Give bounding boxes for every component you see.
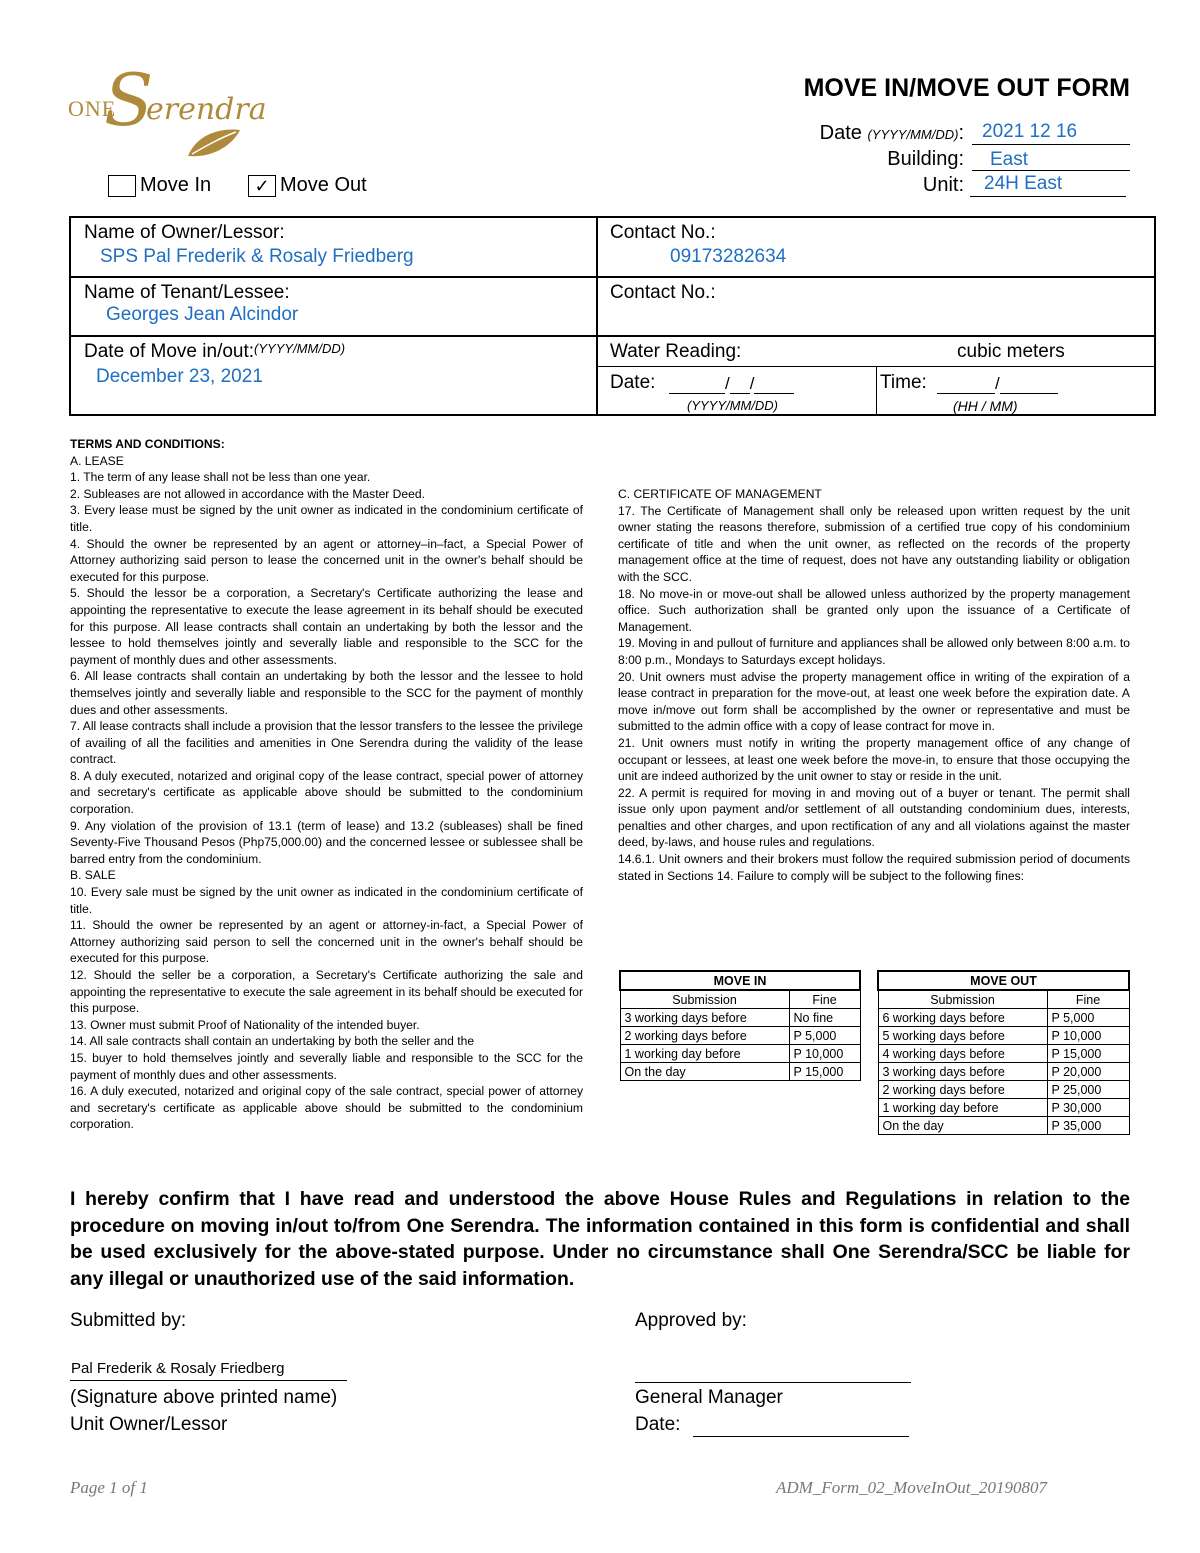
terms-left-column	[70, 436, 583, 1133]
submission-cell: 2 working days before	[620, 1027, 789, 1045]
column-header: Submission	[620, 990, 789, 1009]
table-row	[878, 1045, 1129, 1063]
term-item: 14.6.1. Unit owners and their brokers must follow the required submission period of documents stated in Sections 14. Failure to comply will be subject to the following fines:	[618, 852, 1130, 883]
move-in-label: Move In	[140, 174, 212, 196]
info-grid	[69, 216, 1156, 416]
tenant-contact-label: Contact No.:	[610, 282, 716, 303]
fine-cell: P 5,000	[789, 1027, 860, 1045]
move-out-option[interactable]	[248, 174, 367, 198]
table-row	[878, 1081, 1129, 1099]
time-field[interactable]: /	[937, 374, 1067, 394]
submission-cell: 1 working day before	[620, 1045, 789, 1063]
submitted-signature-line[interactable]	[70, 1380, 347, 1381]
move-in-fines-table	[619, 970, 861, 1081]
fine-cell: P 5,000	[1047, 1009, 1129, 1027]
term-item: 17. The Certificate of Management shall only be released upon written request by the unit owner stating the reasons therefore, submission of a certified true copy of his condominium certificate of title and when the unit owner, as reflected on the records of the property management office at the time of request, does not have any outstanding liability or obligation with the SCC.	[618, 503, 1130, 584]
term-item: 12. Should the seller be a corporation, a Secretary's Certificate authorizing the sale and appointing the representative to execute the sale agreement in its behalf should be executed for this purpose.	[70, 968, 583, 1016]
general-manager-role: General Manager	[635, 1387, 783, 1408]
term-item: 11. Should the owner be represented by an agent or attorney-in-fact, a Special Power of Attorney authorizing said person to sell the concerned unit in the owner's behalf should be executed for this purpose.	[70, 918, 583, 966]
table-row	[620, 1045, 860, 1063]
date-value[interactable]: 2021 12 16	[982, 121, 1078, 142]
table-row	[620, 1027, 860, 1045]
leaf-icon	[184, 126, 244, 160]
approved-date-label: Date:	[635, 1414, 681, 1435]
certificate-heading: C. CERTIFICATE OF MANAGEMENT	[618, 487, 822, 501]
submission-cell: 3 working days before	[620, 1009, 789, 1027]
submission-cell: 5 working days before	[878, 1027, 1047, 1045]
table-row	[878, 1117, 1129, 1135]
water-unit-label: cubic meters	[957, 341, 1065, 362]
page-number: Page 1 of 1	[70, 1478, 148, 1497]
term-item: 8. A duly executed, notarized and original copy of the lease contract, special power of attorney and secretary's certificate as applicable above should be submitted to the condominium corporation.	[70, 768, 583, 817]
move-date-label: Date of Move in/out:$^{(YYYY/MM/DD)}$	[84, 341, 346, 362]
term-item: 16. A duly executed, notarized and original copy of the sale contract, special power of attorney and secretary's certificate as applicable above should be submitted to the condominium corporation.	[70, 1084, 583, 1132]
term-item: 15. buyer to hold themselves jointly and severally liable and responsible to the SCC for the payment of monthly dues and other assessments.	[70, 1050, 583, 1082]
move-out-fines-table	[877, 970, 1130, 1135]
term-item: 13. Owner must submit Proof of Nationality of the intended buyer.	[70, 1017, 420, 1032]
submission-cell: 1 working day before	[878, 1099, 1047, 1117]
fine-cell: P 20,000	[1047, 1063, 1129, 1081]
fine-cell: P 15,000	[789, 1063, 860, 1081]
move-out-checkbox[interactable]: ✓	[248, 175, 276, 197]
table-row	[620, 1063, 860, 1081]
date-row	[760, 122, 1130, 148]
fine-cell: No fine	[789, 1009, 860, 1027]
column-header: Submission	[878, 990, 1047, 1009]
term-item: 22. A permit is required for moving in and moving out of a buyer or tenant. The permit shall issue only upon payment and/or settlement of all outstanding condominium dues, interests, penalties and other charges, and upon rectification of any and all violations against the master deed, by-laws, and house rules and regulations.	[618, 785, 1130, 850]
column-header: Fine	[789, 990, 860, 1009]
fine-cell: P 35,000	[1047, 1117, 1129, 1135]
move-in-checkbox[interactable]	[108, 175, 136, 197]
fine-cell: P 25,000	[1047, 1081, 1129, 1099]
term-item: 19. Moving in and pullout of furniture and appliances shall be allowed only between 8:00 a.m. to 8:00 p.m., Mondays to Saturdays except holidays.	[618, 636, 1130, 667]
terms-right-column	[618, 486, 1130, 884]
approved-by-label: Approved by:	[635, 1310, 747, 1331]
term-item: 3. Every lease must be signed by the unit owner as indicated in the condominium certificate of title.	[70, 503, 583, 534]
tenant-name-value[interactable]: Georges Jean Alcindor	[106, 304, 299, 325]
table-row	[878, 1009, 1129, 1027]
owner-label: Name of Owner/Lessor:	[84, 222, 285, 243]
unit-row	[760, 174, 1130, 200]
term-item: 7. All lease contracts shall include a provision that the lessor transfers to the lessee the privilege of availing of all the facilities and amenities in One Serendra during the validity of the lease contract.	[70, 719, 583, 767]
unit-owner-role: Unit Owner/Lessor	[70, 1414, 228, 1435]
building-value[interactable]: East	[990, 149, 1029, 170]
tenant-label: Name of Tenant/Lessee:	[84, 282, 290, 303]
table-row	[878, 1027, 1129, 1045]
fine-cell: P 10,000	[789, 1045, 860, 1063]
confirmation-statement: I hereby confirm that I have read and understood the above House Rules and Regulations in relation to the procedure on moving in/out to/from One Serendra. The information contained in this form is confidential and shall be used exclusively for the above-stated purpose. Under no circumstance shall One Serendra/SCC be liable for any illegal or unauthorized use of the said information.	[70, 1188, 1130, 1290]
submission-cell: 4 working days before	[878, 1045, 1047, 1063]
logo-serendra-text: erendra	[146, 92, 267, 127]
reading-date-field[interactable]: / /	[669, 374, 835, 394]
time-label: Time:	[880, 372, 927, 393]
unit-value[interactable]: 24H East	[984, 173, 1063, 194]
move-out-table-title: MOVE OUT	[878, 971, 1129, 990]
building-row	[760, 148, 1130, 174]
form-code: ADM_Form_02_MoveInOut_20190807	[776, 1478, 1048, 1497]
fine-cell: P 30,000	[1047, 1099, 1129, 1117]
submission-cell: 3 working days before	[878, 1063, 1047, 1081]
table-row	[878, 1063, 1129, 1081]
reading-date-label: Date:	[610, 372, 656, 393]
table-row	[620, 1009, 860, 1027]
move-in-option[interactable]	[108, 174, 211, 198]
owner-name-value[interactable]: SPS Pal Frederik & Rosaly Friedberg	[100, 246, 414, 267]
reading-date-format-hint: (YYYY/MM/DD)	[687, 398, 778, 413]
unit-label: Unit:	[922, 174, 964, 196]
submission-cell: 2 working days before	[878, 1081, 1047, 1099]
submission-cell: 6 working days before	[878, 1009, 1047, 1027]
logo-one-text: ONE	[68, 96, 117, 121]
grid-divider-row1	[71, 276, 1154, 278]
grid-divider-vertical	[596, 218, 598, 414]
lease-heading: A. LEASE	[70, 453, 124, 468]
sale-heading: B. SALE	[70, 868, 116, 883]
grid-divider-time	[876, 366, 877, 414]
move-out-label: Move Out	[280, 174, 367, 196]
term-item: 2. Subleases are not allowed in accordance with the Master Deed.	[70, 486, 425, 501]
term-item: 14. All sale contracts shall contain an undertaking by both the seller and the	[70, 1034, 475, 1049]
move-date-format-hint: (YYYY/MM/DD)	[254, 341, 346, 356]
owner-contact-label: Contact No.:	[610, 222, 716, 243]
owner-contact-value[interactable]: 09173282634	[670, 246, 787, 267]
table-row	[878, 1099, 1129, 1117]
term-item: 10. Every sale must be signed by the unit owner as indicated in the condominium certificate of title.	[70, 885, 583, 916]
submitted-by-label: Submitted by:	[70, 1310, 187, 1331]
term-item: 1. The term of any lease shall not be less than one year.	[70, 470, 371, 485]
move-date-value[interactable]: December 23, 2021	[96, 366, 263, 387]
one-serendra-logo	[68, 58, 268, 166]
fine-cell: P 15,000	[1047, 1045, 1129, 1063]
approved-signature-line[interactable]	[635, 1382, 911, 1383]
submission-cell: On the day	[620, 1063, 789, 1081]
submitted-name[interactable]: Pal Frederik & Rosaly Friedberg	[71, 1360, 285, 1377]
form-title: MOVE IN/MOVE OUT FORM	[803, 74, 1130, 102]
time-format-hint: (HH / MM)	[953, 398, 1018, 414]
term-item: 6. All lease contracts shall contain an undertaking by both the lessor and the lessee to hold themselves jointly and severally liable and responsible to the SCC for the payment of monthly dues and other assessments.	[70, 669, 583, 717]
fine-cell: P 10,000	[1047, 1027, 1129, 1045]
term-item: 21. Unit owners must notify in writing the property management office of any change of occupant or lessees, at least one week before the move-in, to ensure that those occupying the unit are indeed authorized by the unit owner to stay or reside in the unit.	[618, 735, 1130, 784]
date-label: Date (YYYY/MM/DD):	[819, 122, 964, 144]
term-item: 4. Should the owner be represented by an agent or attorney–in–fact, a Special Power of Attorney authorizing said person to lease the concerned unit in the owner's behalf should be executed for this purpose.	[70, 536, 583, 584]
submission-cell: On the day	[878, 1117, 1047, 1135]
term-item: 18. No move-in or move-out shall be allowed unless authorized by the property management office. Such authorization shall be granted only upon the issuance of a Certificate of Management.	[618, 586, 1130, 634]
term-item: 20. Unit owners must advise the property management office in writing of the expiration of a lease contract in preparation for the move-out, at least one week before the expiration date. A move in/move out form shall be accomplished by the owner or representative and must be submitted to the admin office with a copy of lease contract for move in.	[618, 669, 1130, 734]
signature-caption: (Signature above printed name)	[70, 1387, 338, 1408]
logo-s-letter: S	[104, 58, 154, 142]
date-format-hint: (YYYY/MM/DD)	[867, 127, 959, 142]
term-item: 5. Should the lessor be a corporation, a Secretary's Certificate authorizing the lease and appointing the representative to execute the lease agreement in its behalf should be executed for this purpose. All lease contracts shall contain an undertaking by both the lessor and the lessee to hold themselves jointly and severally liable and responsible to the SCC for the payment of monthly dues and other assessments.	[70, 586, 583, 667]
move-in-table-title: MOVE IN	[620, 971, 860, 990]
column-header: Fine	[1047, 990, 1129, 1009]
water-reading-label: Water Reading:	[610, 341, 742, 362]
building-label: Building:	[887, 148, 964, 170]
term-item: 9. Any violation of the provision of 13.1 (term of lease) and 13.2 (subleases) shall be fined Seventy-Five Thousand Pesos (Php75,000.00) and the concerned lessee or sublessee shall be barred entry from the condominium.	[70, 818, 583, 866]
grid-divider-row2	[71, 335, 1154, 337]
terms-heading: TERMS AND CONDITIONS:	[70, 437, 225, 451]
approved-date-field[interactable]	[693, 1436, 909, 1437]
